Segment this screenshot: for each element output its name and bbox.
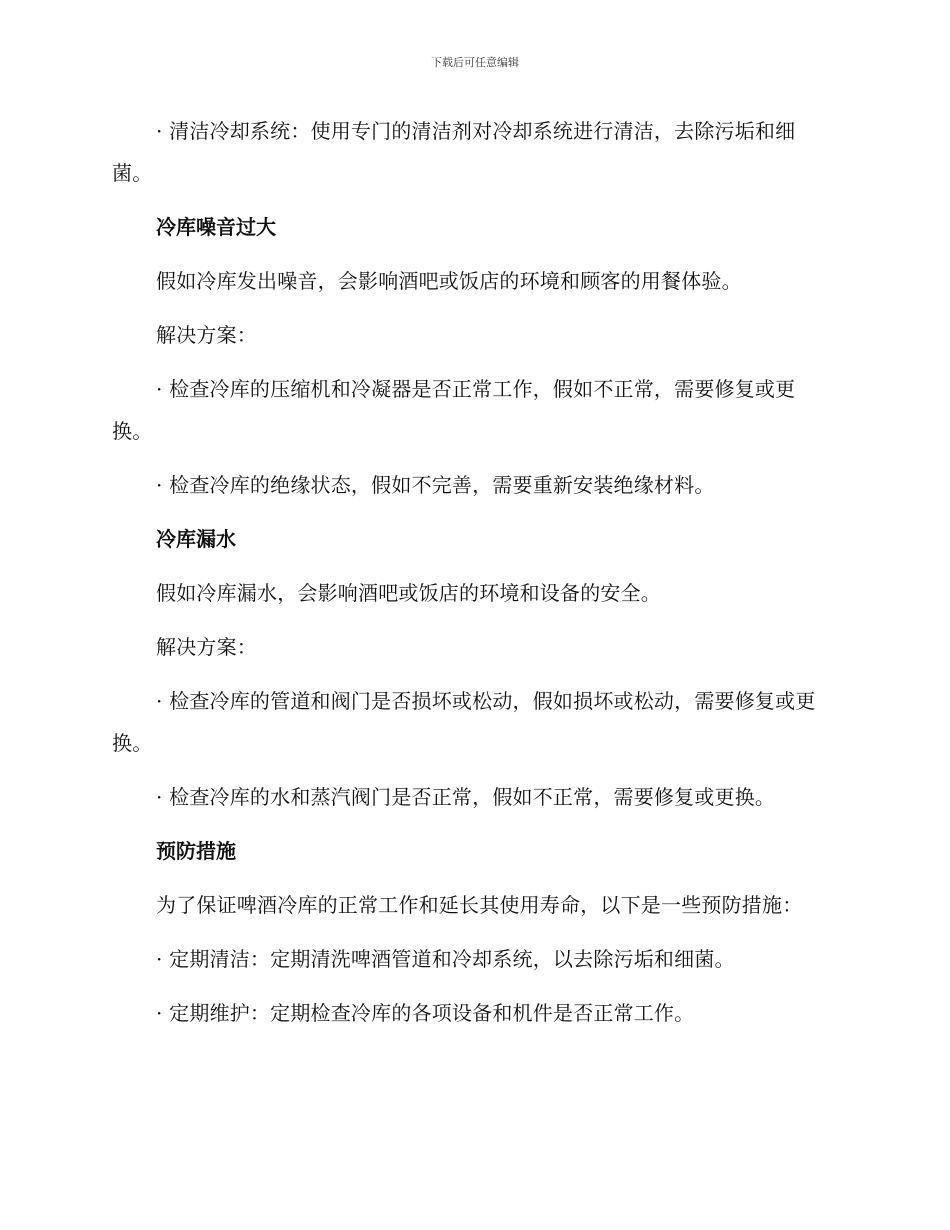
bullet-clean-cooling-system: · 清洁冷却系统：使用专门的清洁剂对冷却系统进行清洁，去除污垢和细菌。 [112, 119, 796, 185]
leak-description: 假如冷库漏水，会影响酒吧或饭店的环境和设备的安全。 [156, 581, 661, 605]
heading-prevention: 预防措施 [156, 839, 236, 863]
bullet-check-compressor: · 检查冷库的压缩机和冷凝器是否正常工作，假如不正常，需要修复或更换。 [112, 377, 796, 443]
bullet-regular-cleaning: · 定期清洁：定期清洗啤酒管道和冷却系统，以去除污垢和细菌。 [156, 947, 735, 971]
heading-cold-storage-leak: 冷库漏水 [156, 527, 236, 551]
leak-solution-label: 解决方案： [156, 635, 257, 659]
bullet-check-insulation: · 检查冷库的绝缘状态，假如不完善，需要重新安装绝缘材料。 [156, 473, 715, 497]
prevention-intro: 为了保证啤酒冷库的正常工作和延长其使用寿命，以下是一些预防措施： [156, 893, 803, 917]
noise-solution-label: 解决方案： [156, 323, 257, 347]
page-header: 下载后可任意编辑 [431, 56, 519, 69]
bullet-check-water-steam-valves: · 检查冷库的水和蒸汽阀门是否正常，假如不正常，需要修复或更换。 [156, 785, 776, 809]
noise-description: 假如冷库发出噪音，会影响酒吧或饭店的环境和顾客的用餐体验。 [156, 269, 742, 293]
heading-cold-storage-noise: 冷库噪音过大 [156, 215, 276, 239]
bullet-check-pipes-valves: · 检查冷库的管道和阀门是否损坏或松动，假如损坏或松动，需要修复或更换。 [112, 689, 816, 755]
document-body [112, 110, 824, 1046]
bullet-regular-maintenance: · 定期维护：定期检查冷库的各项设备和机件是否正常工作。 [156, 1001, 695, 1025]
